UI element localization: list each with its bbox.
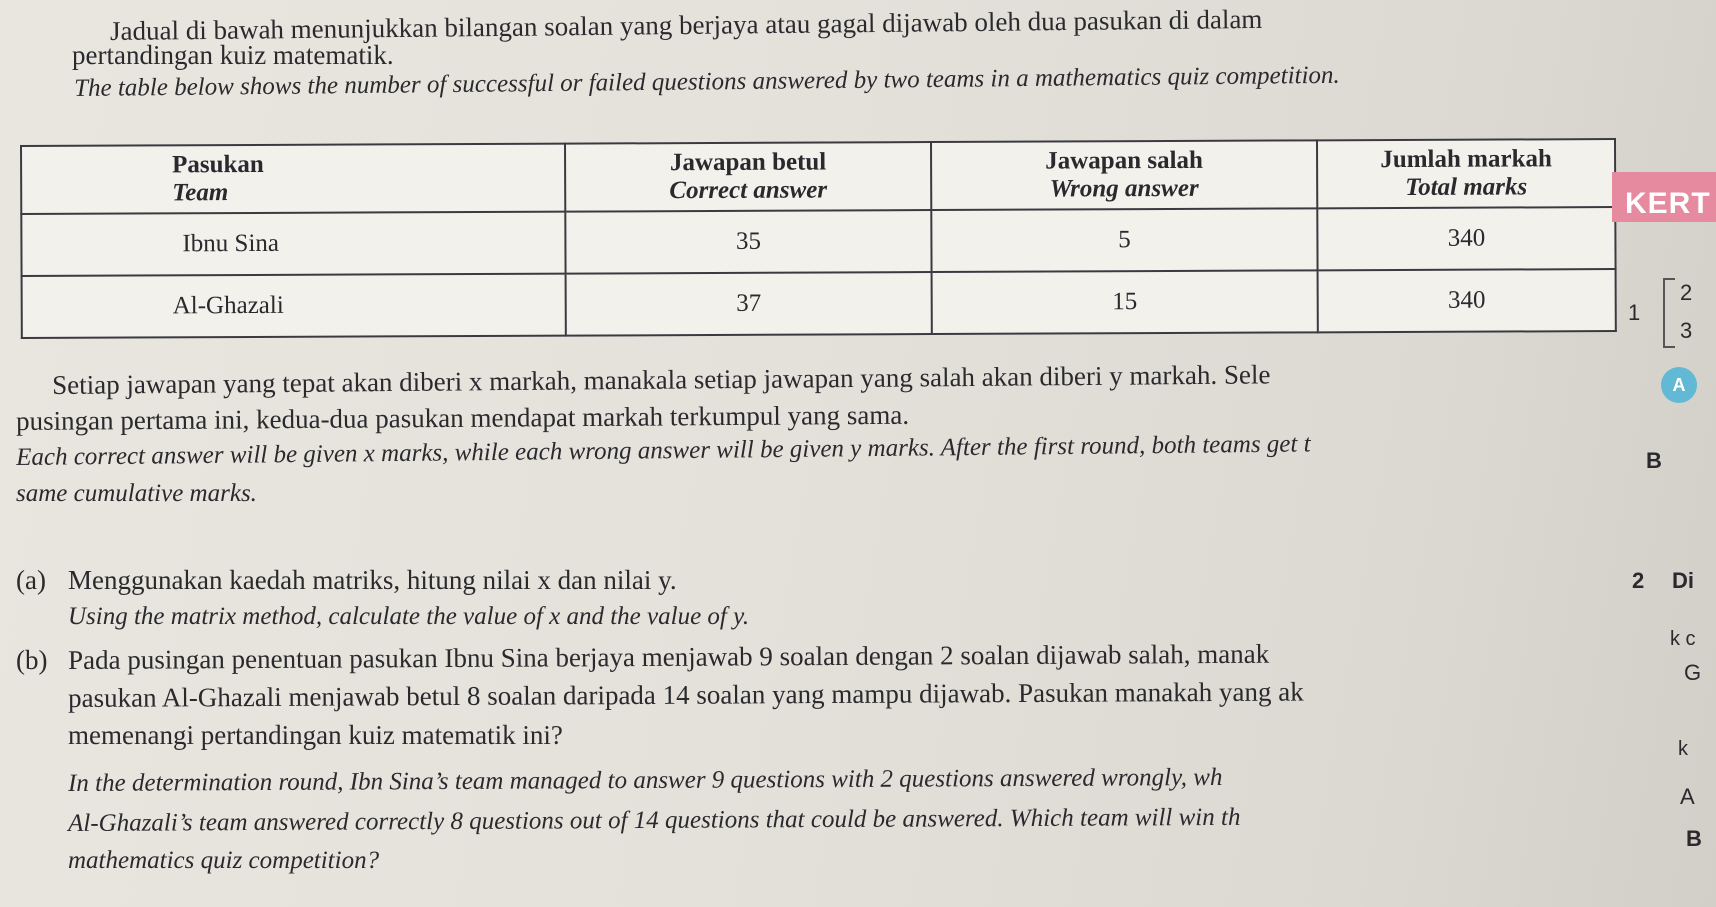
margin-item-text: Di	[1672, 568, 1694, 593]
margin-letter-b-2: B	[1686, 826, 1702, 851]
part-a-ms: Menggunakan kaedah matriks, hitung nilai x dan nilai y.	[68, 565, 677, 595]
context-en-line2: same cumulative marks.	[16, 480, 257, 507]
context-ms-line2: pusingan pertama ini, kedua-dua pasukan mendapat markah terkumpul yang sama.	[16, 399, 910, 436]
part-b-en-line1: In the determination round, Ibn Sina’s team managed to answer 9 questions with 2 questions answered wrongly, wh	[68, 763, 1223, 797]
margin-badge-a: A	[1661, 367, 1697, 403]
cell-wrong: 5	[931, 208, 1317, 272]
part-b-ms-line2: pasukan Al-Ghazali menjawab betul 8 soalan daripada 14 soalan yang mampu dijawab. Pasukan manakah yang ak	[68, 676, 1304, 713]
context-en-line1: Each correct answer will be given x marks, while each wrong answer will be given y marks. After the first round, both teams get t	[16, 430, 1311, 471]
part-b-en-line2: Al-Ghazali’s team answered correctly 8 questions out of 14 questions that could be answered. Which team will win th	[68, 803, 1241, 837]
part-a-label: (a)	[16, 565, 46, 595]
margin-k-c: k c	[1670, 628, 1696, 650]
part-b-ms-line3: memenangi pertandingan kuiz matematik ini?	[68, 720, 563, 750]
intro-ms-line2: pertandingan kuiz matematik.	[72, 40, 394, 70]
intro-en-line1: The table below shows the number of successful or failed questions answered by two teams in a mathematics quiz competition.	[74, 61, 1340, 102]
part-b-label: (b)	[16, 645, 48, 675]
cell-team: Al-Ghazali	[22, 274, 566, 338]
header-correct: Jawapan betul Correct answer	[565, 142, 931, 212]
cell-total: 340	[1318, 269, 1616, 332]
intro-ms-line1: Jadual di bawah menunjukkan bilangan soalan yang berjaya atau gagal dijawab oleh dua pasukan di dalam	[109, 3, 1263, 47]
cell-team: Ibnu Sina	[21, 212, 565, 276]
margin-bracket	[1663, 278, 1675, 348]
cell-correct: 37	[566, 272, 932, 336]
margin-row-index: 1	[1628, 300, 1641, 325]
margin-kert: KERT	[1625, 187, 1711, 220]
header-total: Jumlah markah Total marks	[1317, 139, 1615, 208]
header-wrong: Jawapan salah Wrong answer	[931, 140, 1317, 210]
cell-wrong: 15	[932, 270, 1318, 334]
part-b-en-line3: mathematics quiz competition?	[68, 847, 380, 874]
margin-k: k	[1678, 738, 1688, 760]
table-header-row	[21, 139, 1615, 214]
cell-correct: 35	[565, 210, 931, 274]
margin-bracket-bottom: 3	[1680, 318, 1693, 343]
margin-letter-a: A	[1680, 784, 1695, 809]
part-a-en: Using the matrix method, calculate the value of x and the value of y.	[68, 603, 750, 630]
margin-letter-b: B	[1646, 448, 1662, 473]
table-row	[22, 269, 1616, 338]
margin-bracket-top: 2	[1680, 280, 1693, 305]
quiz-results-table	[20, 138, 1617, 339]
part-b-ms-line1: Pada pusingan penentuan pasukan Ibnu Sina berjaya menjawab 9 soalan dengan 2 soalan dijawab salah, manak	[68, 638, 1270, 675]
header-team: Pasukan Team	[21, 144, 565, 214]
cell-total: 340	[1317, 207, 1615, 270]
table-row	[21, 207, 1615, 276]
context-ms-line1: Setiap jawapan yang tepat akan diberi x markah, manakala setiap jawapan yang salah akan diberi y markah. Sele	[52, 359, 1271, 400]
margin-item-number: 2	[1632, 568, 1645, 593]
margin-g: G	[1684, 660, 1702, 685]
